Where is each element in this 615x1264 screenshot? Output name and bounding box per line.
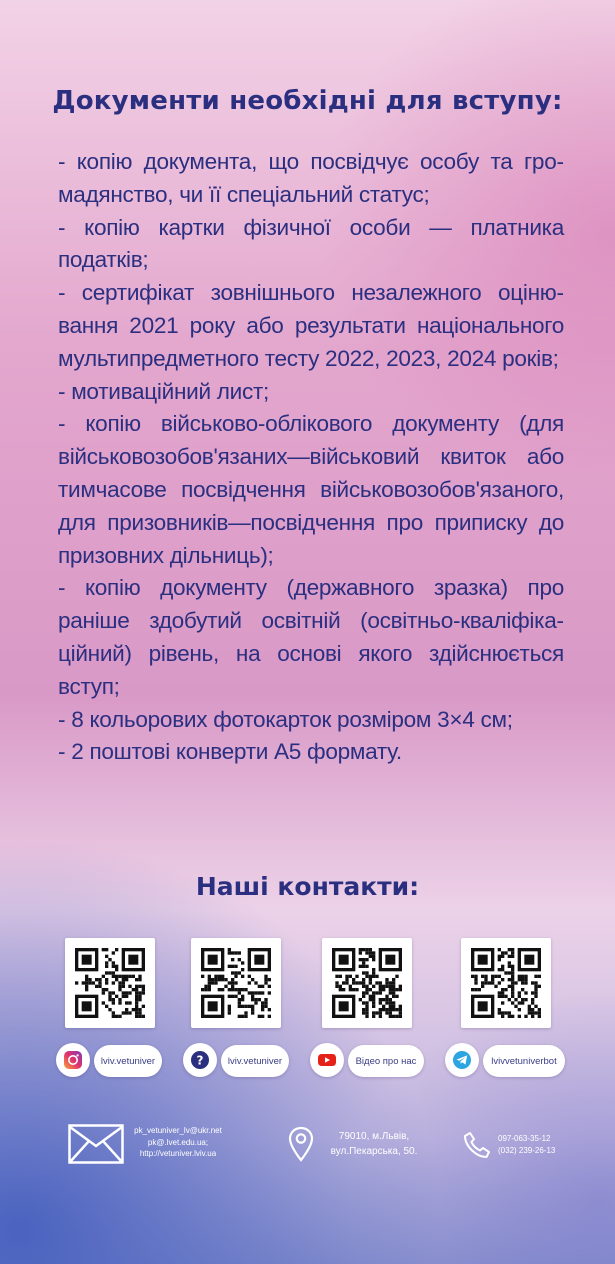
phone-number[interactable]: (032) 239-26-13: [498, 1146, 556, 1155]
document-item: - 2 поштові конверти А5 формату.: [58, 739, 402, 765]
email-secondary[interactable]: pk@.lvet.edu.ua;: [147, 1137, 209, 1147]
instagram-icon: [56, 1043, 90, 1077]
address-line: вул.Пекарська, 50.: [330, 1146, 418, 1157]
telegram-icon: [445, 1043, 479, 1077]
phone-icon: [462, 1130, 492, 1165]
page-title: Документи необхідні для вступу:: [52, 86, 563, 116]
website-qr-code[interactable]: [191, 938, 281, 1028]
document-item: - копію картки фізичної особи — платника податків;: [58, 214, 564, 273]
document-item: - копію документу (державного зразка) про раніше здобутий освітній (освітньо-кваліфікаційний) рівень, на основі якого здійснюється вступ;: [58, 575, 564, 699]
website-handle[interactable]: lviv.vetuniver: [221, 1045, 289, 1077]
contacts-title: Наші контакти:: [195, 872, 420, 901]
phone-number[interactable]: 097-063-35-12: [498, 1134, 551, 1143]
document-item: - 8 кольорових фотокарток розміром 3×4 см;: [58, 706, 513, 732]
youtube-qr-code[interactable]: [322, 938, 412, 1028]
document-item: - мотиваційний лист;: [58, 378, 269, 404]
instagram-handle[interactable]: lviv.vetuniver: [94, 1045, 162, 1077]
address-line: 79010, м.Львів,: [338, 1131, 410, 1142]
youtube-icon: [310, 1043, 344, 1077]
question-icon: [183, 1043, 217, 1077]
telegram-qr-code[interactable]: [461, 938, 551, 1028]
phone-info: [498, 1133, 558, 1157]
documents-list: [58, 146, 564, 769]
document-item: - сертифікат зовнішнього незалежного оцінювання 2021 року або результати національного мультипредметного тесту 2022, 2023, 2024 років;: [58, 280, 564, 371]
document-item: - копію військово-облікового документу (для військовозобов'язаних—військовий квиток або тимчасове посвідчення військовозобов'язаного, для призовників—посвідчення про приписку до призовних дільниць);: [58, 411, 564, 568]
email-primary[interactable]: pk_vetuniver_lv@ukr.net: [134, 1126, 222, 1135]
website-link[interactable]: http://vetuniver.lviv.ua: [139, 1149, 217, 1158]
youtube-label[interactable]: Відео про нас: [348, 1045, 424, 1077]
document-item: - копію документа, що посвідчує особу та громадянство, чи її спеціальний статус;: [58, 149, 564, 207]
email-info: [124, 1125, 232, 1160]
envelope-icon: [68, 1124, 124, 1169]
location-pin-icon: [288, 1126, 314, 1167]
telegram-handle[interactable]: lvivvetuniverbot: [483, 1045, 565, 1077]
address-info: [322, 1129, 426, 1159]
svg-text:?: ?: [196, 1053, 204, 1068]
instagram-qr-code[interactable]: [65, 938, 155, 1028]
